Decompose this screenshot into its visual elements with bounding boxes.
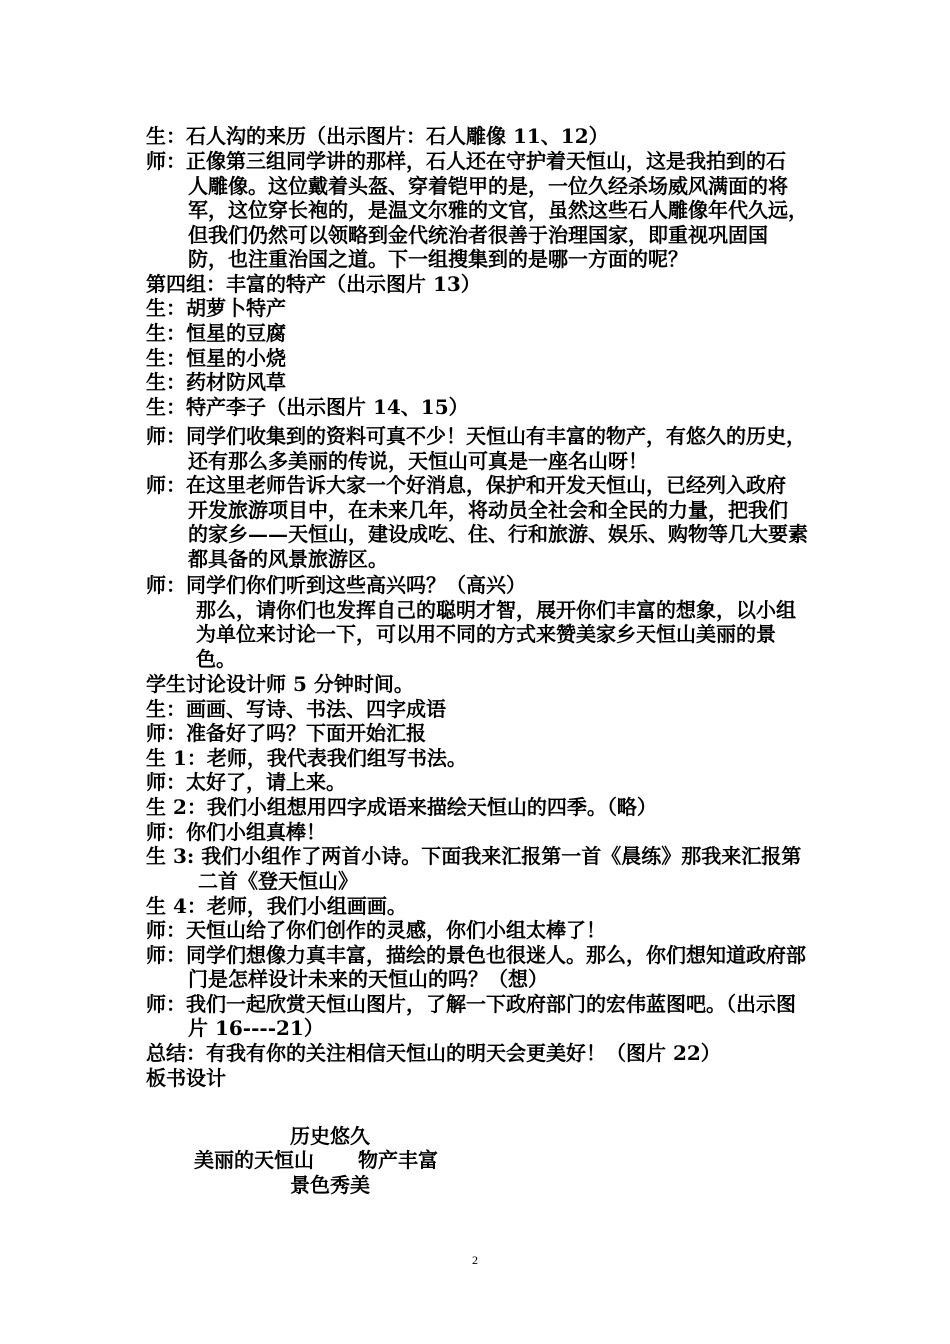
transcript-line: 生：恒星的豆腐 — [146, 321, 286, 345]
board-item-products: 物产丰富 — [358, 1148, 438, 1172]
transcript-line: 师：准备好了吗？下面开始汇报 — [146, 721, 426, 745]
transcript-line: 师：同学们你们听到这些高兴吗？（高兴） — [146, 573, 526, 597]
transcript-line: 门是怎样设计未来的天恒山的吗？（想） — [188, 967, 548, 991]
transcript-line: 生 4：老师，我们小组画画。 — [146, 894, 407, 918]
transcript-line: 生：药材防风草 — [146, 370, 286, 394]
transcript-line: 生 3: 我们小组作了两首小诗。下面我来汇报第一首《晨练》那我来汇报第 — [146, 844, 802, 868]
transcript-line: 还有那么多美丽的传说，天恒山可真是一座名山呀！ — [188, 449, 648, 473]
transcript-line: 生：特产李子（出示图片 14、15） — [146, 395, 469, 419]
board-title: 美丽的天恒山 — [194, 1148, 314, 1172]
transcript-line: 学生讨论设计师 5 分钟时间。 — [146, 672, 414, 696]
transcript-line: 第四组：丰富的特产（出示图片 13） — [146, 272, 481, 296]
transcript-line: 生：恒星的小烧 — [146, 346, 286, 370]
transcript-line: 二首《登天恒山》 — [198, 869, 358, 893]
transcript-line: 师：同学们想像力真丰富，描绘的景色也很迷人。那么，你们想知道政府部 — [146, 943, 806, 967]
transcript-line: 生：胡萝卜特产 — [146, 296, 286, 320]
transcript-line: 但我们仍然可以领略到金代统治者很善于治理国家，即重视巩固国 — [188, 223, 768, 247]
transcript-line: 军，这位穿长袍的，是温文尔雅的文官，虽然这些石人雕像年代久远， — [188, 198, 808, 222]
transcript-line: 为单位来讨论一下，可以用不同的方式来赞美家乡天恒山美丽的景 — [196, 622, 776, 646]
transcript-line: 色。 — [196, 647, 236, 671]
transcript-line: 生：画画、写诗、书法、四字成语 — [146, 697, 446, 721]
transcript-line: 那么，请你们也发挥自己的聪明才智，展开你们丰富的想象，以小组 — [196, 598, 796, 622]
transcript-line: 生 2：我们小组想用四字成语来描绘天恒山的四季。（略） — [146, 795, 657, 819]
transcript-line: 人雕像。这位戴着头盔、穿着铠甲的是，一位久经杀场威风满面的将 — [188, 174, 788, 198]
transcript-line: 板书设计 — [146, 1066, 226, 1090]
transcript-line: 师：天恒山给了你们创作的灵感，你们小组太棒了！ — [146, 918, 606, 942]
transcript-line: 总结：有我有你的关注相信天恒山的明天会更美好！（图片 22） — [146, 1041, 721, 1065]
transcript-line: 都具备的风景旅游区。 — [188, 547, 388, 571]
transcript-line: 师：太好了，请上来。 — [146, 770, 346, 794]
transcript-line: 片 16----21） — [188, 1016, 324, 1040]
board-item-scenery: 景色秀美 — [290, 1173, 370, 1197]
transcript-line: 防，也注重治国之道。下一组搜集到的是哪一方面的呢？ — [188, 247, 688, 271]
transcript-line: 师：你们小组真棒！ — [146, 820, 326, 844]
transcript-line: 师：我们一起欣赏天恒山图片，了解一下政府部门的宏伟蓝图吧。（出示图 — [146, 992, 796, 1016]
transcript-line: 的家乡——天恒山，建设成吃、住、行和旅游、娱乐、购物等几大要素 — [188, 522, 808, 546]
transcript-line: 师：在这里老师告诉大家一个好消息，保护和开发天恒山，已经列入政府 — [146, 473, 786, 497]
transcript-line: 开发旅游项目中，在未来几年，将动员全社会和全民的力量，把我们 — [188, 498, 788, 522]
transcript-line: 师：同学们收集到的资料可真不少！天恒山有丰富的物产，有悠久的历史， — [146, 424, 806, 448]
page-number: 2 — [472, 1253, 478, 1267]
board-item-history: 历史悠久 — [290, 1124, 370, 1148]
transcript-line: 师：正像第三组同学讲的那样，石人还在守护着天恒山，这是我拍到的石 — [146, 149, 786, 173]
transcript-line: 生：石人沟的来历（出示图片：石人雕像 11、12） — [146, 124, 609, 148]
transcript-line: 生 1：老师，我代表我们组写书法。 — [146, 746, 467, 770]
